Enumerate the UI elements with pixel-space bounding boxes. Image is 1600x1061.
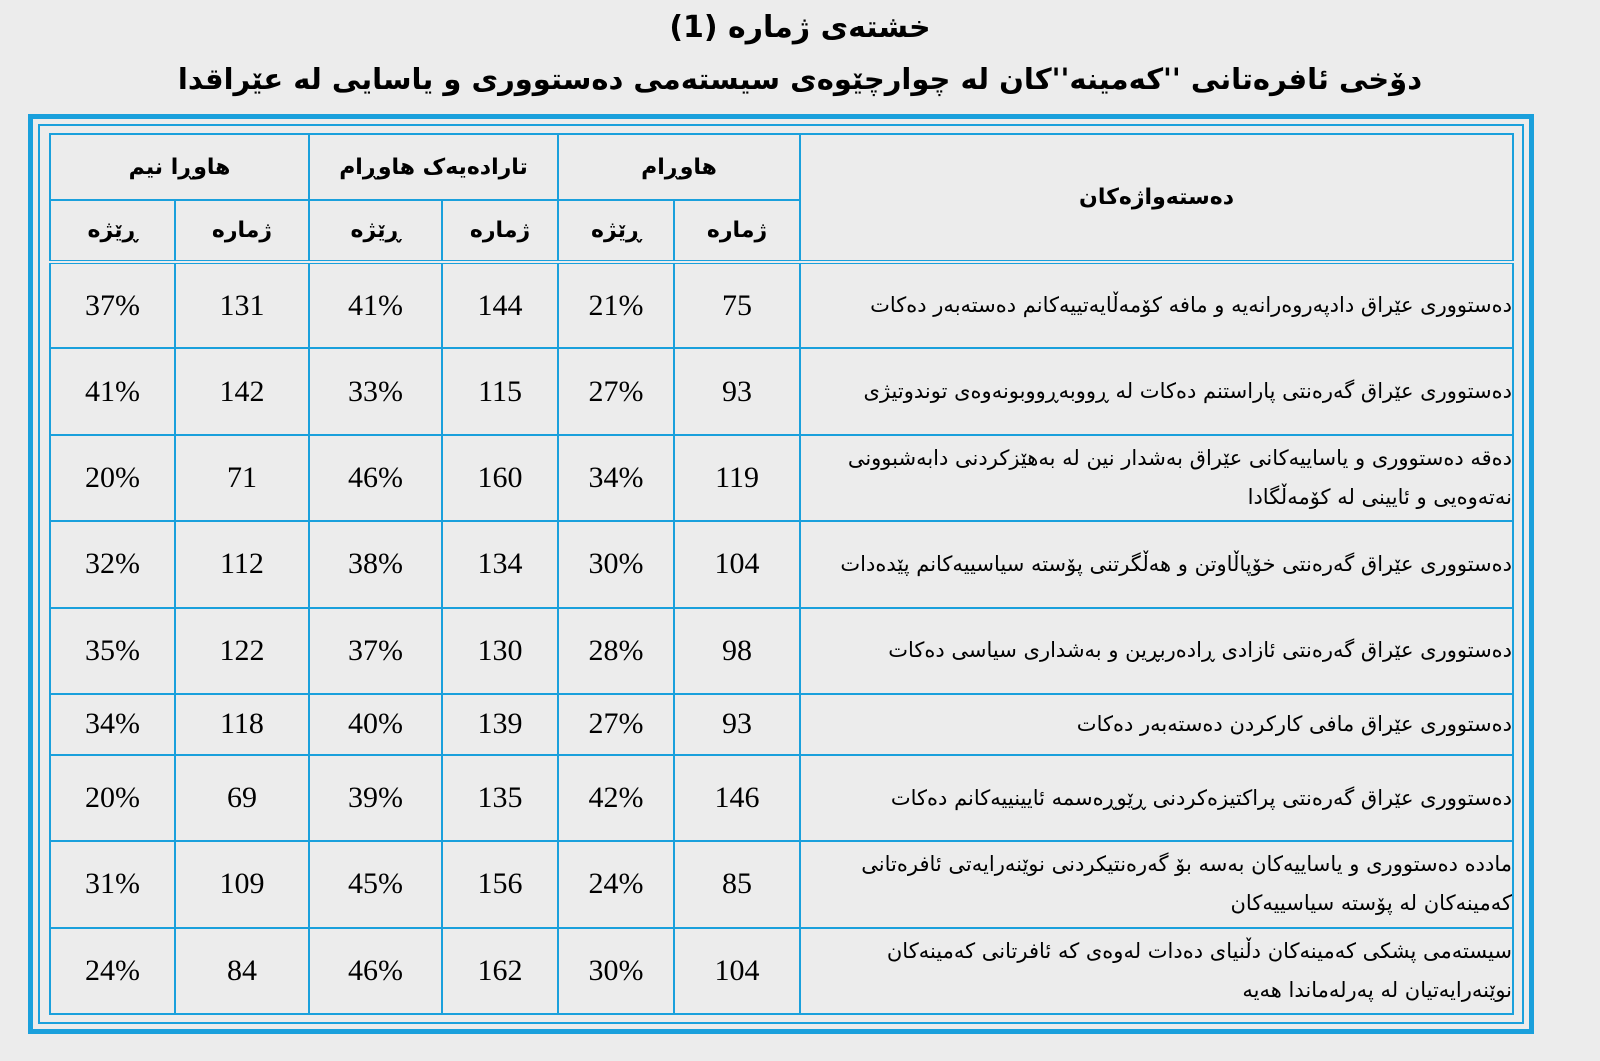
agree-percent-cell: 27% xyxy=(558,348,674,434)
statement-cell: سیستەمی پشکی کەمینەکان دڵنیای دەدات لەوەی کە ئافرتانی کەمینەکان نوێنەرایەتیان لە پەرلەماندا هەیە xyxy=(800,928,1513,1014)
agree-percent-cell: 21% xyxy=(558,262,674,348)
disagree-percent-cell: 20% xyxy=(50,435,175,521)
disagree-percent-cell: 31% xyxy=(50,841,175,927)
table-row xyxy=(50,262,1513,348)
disagree-count-cell: 118 xyxy=(175,694,309,755)
table-subtitle: دۆخی ئافرەتانی ''کەمینە''کان لە چوارچێوەی سیستەمی دەستووری و یاسایی لە عێراقدا xyxy=(177,62,1423,96)
table-row xyxy=(50,435,1513,521)
somewhat-count-cell: 139 xyxy=(442,694,558,755)
subheader-disagree-percent: ڕێژە xyxy=(50,200,175,262)
disagree-count-cell: 109 xyxy=(175,841,309,927)
somewhat-count-cell: 144 xyxy=(442,262,558,348)
agree-percent-cell: 30% xyxy=(558,928,674,1014)
somewhat-percent-cell: 39% xyxy=(309,755,442,841)
agree-percent-cell: 27% xyxy=(558,694,674,755)
somewhat-percent-cell: 33% xyxy=(309,348,442,434)
data-table xyxy=(49,133,1514,1015)
subheader-somewhat-count: ژمارە xyxy=(442,200,558,262)
disagree-count-cell: 142 xyxy=(175,348,309,434)
header-statements: دەستەواژەکان xyxy=(800,134,1513,262)
somewhat-count-cell: 134 xyxy=(442,521,558,607)
table-row xyxy=(50,928,1513,1014)
somewhat-count-cell: 115 xyxy=(442,348,558,434)
header-somewhat-agree: تارادەیەک هاوڕام xyxy=(309,134,558,200)
disagree-count-cell: 71 xyxy=(175,435,309,521)
table-row xyxy=(50,608,1513,694)
table-row xyxy=(50,348,1513,434)
agree-percent-cell: 28% xyxy=(558,608,674,694)
header-disagree: هاوڕا نیم xyxy=(50,134,309,200)
table-row xyxy=(50,694,1513,755)
agree-count-cell: 146 xyxy=(674,755,800,841)
table-row xyxy=(50,521,1513,607)
somewhat-percent-cell: 37% xyxy=(309,608,442,694)
somewhat-percent-cell: 38% xyxy=(309,521,442,607)
table-frame xyxy=(28,114,1534,1034)
somewhat-percent-cell: 40% xyxy=(309,694,442,755)
somewhat-percent-cell: 45% xyxy=(309,841,442,927)
subheader-agree-count: ژمارە xyxy=(674,200,800,262)
subheader-somewhat-percent: ڕێژە xyxy=(309,200,442,262)
subheader-disagree-count: ژمارە xyxy=(175,200,309,262)
statement-cell: دەستووری عێراق گەرەنتی پاراستنم دەکات لە ڕووبەڕووبونەوەی توندوتیژی xyxy=(800,348,1513,434)
table-row xyxy=(50,841,1513,927)
agree-count-cell: 93 xyxy=(674,348,800,434)
statement-cell: دەستووری عێراق مافی کارکردن دەستەبەر دەکات xyxy=(800,694,1513,755)
disagree-percent-cell: 35% xyxy=(50,608,175,694)
subheader-agree-percent: ڕێژە xyxy=(558,200,674,262)
disagree-percent-cell: 37% xyxy=(50,262,175,348)
agree-percent-cell: 30% xyxy=(558,521,674,607)
somewhat-count-cell: 156 xyxy=(442,841,558,927)
statement-cell: دەستووری عێراق گەرەنتی خۆپاڵاوتن و هەڵگرتنی پۆستە سیاسییەکانم پێدەدات xyxy=(800,521,1513,607)
somewhat-percent-cell: 41% xyxy=(309,262,442,348)
disagree-percent-cell: 24% xyxy=(50,928,175,1014)
statement-cell: دەستووری عێراق گەرەنتی پراکتیزەکردنی ڕێوڕەسمە ئایینییەکانم دەکات xyxy=(800,755,1513,841)
statement-cell: دەستووری عێراق دادپەروەرانەیە و مافە کۆمەڵایەتییەکانم دەستەبەر دەکات xyxy=(800,262,1513,348)
table-title: خشتەی ژمارە (1) xyxy=(669,10,931,45)
agree-count-cell: 93 xyxy=(674,694,800,755)
table-row xyxy=(50,755,1513,841)
header-agree: هاوڕام xyxy=(558,134,800,200)
disagree-count-cell: 131 xyxy=(175,262,309,348)
agree-count-cell: 98 xyxy=(674,608,800,694)
disagree-count-cell: 122 xyxy=(175,608,309,694)
header-row-groups xyxy=(50,134,1513,200)
agree-count-cell: 104 xyxy=(674,928,800,1014)
agree-count-cell: 85 xyxy=(674,841,800,927)
somewhat-count-cell: 162 xyxy=(442,928,558,1014)
agree-count-cell: 119 xyxy=(674,435,800,521)
disagree-percent-cell: 20% xyxy=(50,755,175,841)
somewhat-count-cell: 130 xyxy=(442,608,558,694)
disagree-percent-cell: 34% xyxy=(50,694,175,755)
somewhat-count-cell: 160 xyxy=(442,435,558,521)
agree-count-cell: 75 xyxy=(674,262,800,348)
agree-percent-cell: 24% xyxy=(558,841,674,927)
disagree-count-cell: 84 xyxy=(175,928,309,1014)
disagree-percent-cell: 32% xyxy=(50,521,175,607)
somewhat-percent-cell: 46% xyxy=(309,435,442,521)
disagree-percent-cell: 41% xyxy=(50,348,175,434)
statement-cell: دەستووری عێراق گەرەنتی ئازادی ڕادەربڕین و بەشداری سیاسی دەکات xyxy=(800,608,1513,694)
agree-count-cell: 104 xyxy=(674,521,800,607)
agree-percent-cell: 42% xyxy=(558,755,674,841)
agree-percent-cell: 34% xyxy=(558,435,674,521)
disagree-count-cell: 69 xyxy=(175,755,309,841)
somewhat-percent-cell: 46% xyxy=(309,928,442,1014)
statement-cell: ماددە دەستووری و یاساییەکان بەسە بۆ گەرەنتیکردنی نوێنەرایەتی ئافرەتانی کەمینەکان لە پۆستە سیاسییەکان xyxy=(800,841,1513,927)
statement-cell: دەقە دەستووری و یاساییەکانی عێراق بەشدار نین لە بەهێزکردنی دابەشبوونی نەتەوەیی و ئایینی لە کۆمەڵگادا xyxy=(800,435,1513,521)
disagree-count-cell: 112 xyxy=(175,521,309,607)
somewhat-count-cell: 135 xyxy=(442,755,558,841)
